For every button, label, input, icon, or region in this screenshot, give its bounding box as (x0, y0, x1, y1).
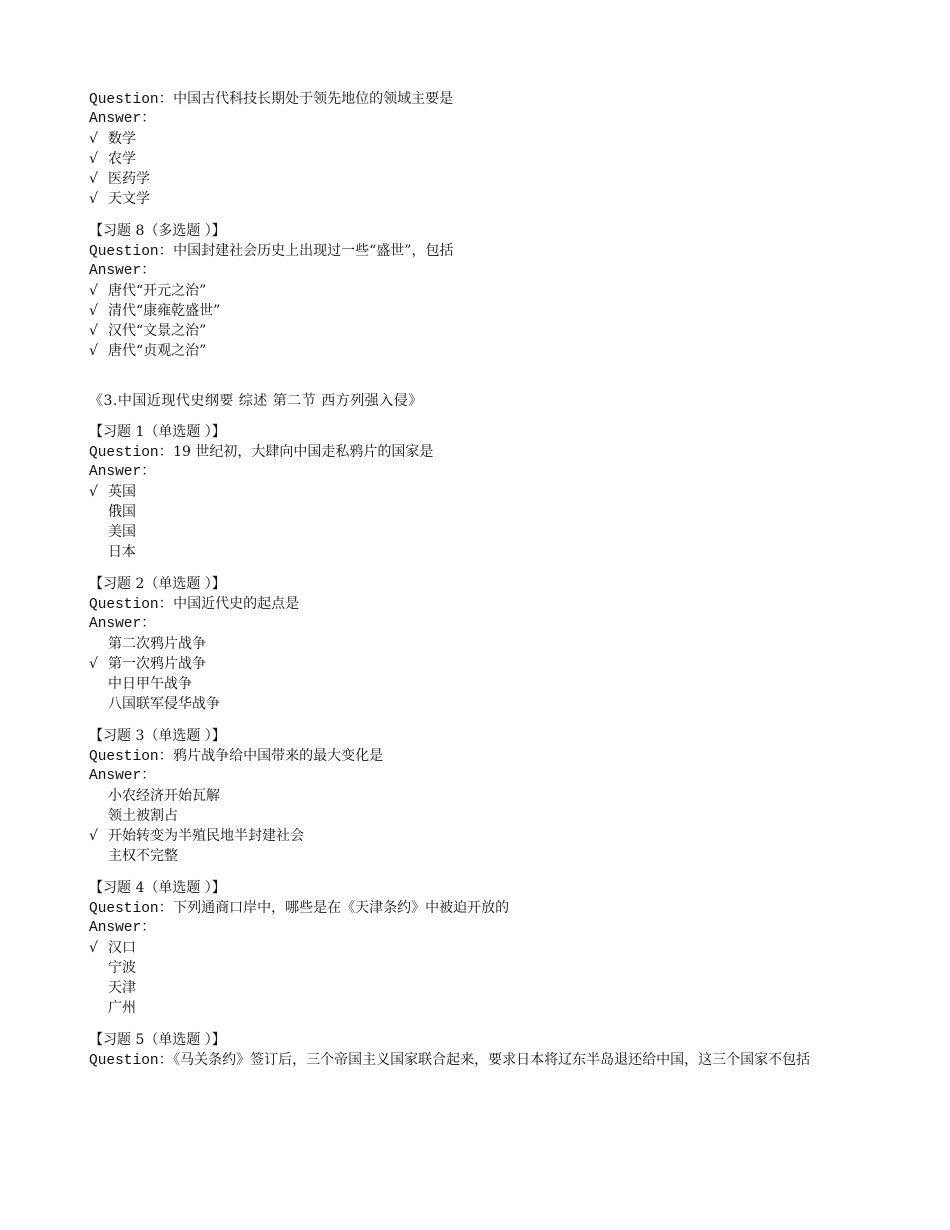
check-mark-icon: √ (89, 171, 98, 187)
option (89, 958, 879, 978)
question-line (89, 241, 879, 261)
spacer (89, 1018, 879, 1030)
question-label: Question： (89, 445, 174, 461)
option-indent (89, 634, 108, 654)
option-correct (89, 482, 879, 502)
option-text: 俄国 (108, 504, 136, 520)
option-text: 清代“康雍乾盛世” (108, 303, 221, 319)
question-line (89, 746, 879, 766)
check-mark-icon: √ (89, 656, 98, 672)
question-label: Question： (89, 597, 174, 613)
option-correct (89, 341, 879, 361)
option-correct (89, 301, 879, 321)
option-text: 广州 (108, 1000, 136, 1016)
spacer (89, 866, 879, 878)
option-correct (89, 281, 879, 301)
check-mark-icon: √ (89, 131, 98, 147)
option-text: 领土被割占 (108, 808, 178, 824)
option-text: 宁波 (108, 960, 136, 976)
question-label: Question： (89, 749, 174, 765)
option-indent (89, 958, 108, 978)
option-indent (89, 998, 108, 1018)
section-title: 《3.中国近现代史纲要 综述 第二节 西方列强入侵》 (89, 393, 423, 409)
question-label: Question： (89, 244, 174, 260)
option-text: 中日甲午战争 (108, 676, 192, 692)
option-text: 八国联军侵华战争 (108, 696, 220, 712)
option (89, 806, 879, 826)
option-text: 天文学 (108, 191, 150, 207)
option-text: 唐代“贞观之治” (108, 343, 207, 359)
question-text: 中国近代史的起点是 (173, 596, 300, 612)
document-body (89, 89, 879, 1071)
question-line (89, 89, 879, 109)
spacer (89, 714, 879, 726)
question-text: 中国封建社会历史上出现过一些“盛世”，包括 (173, 243, 454, 259)
option-text: 日本 (108, 544, 136, 560)
check-mark-icon: √ (89, 151, 98, 167)
option-correct (89, 654, 879, 674)
question-line (89, 1050, 879, 1071)
exercise-header: 【习题 3（单选题 ）】 (89, 728, 226, 744)
question-line (89, 594, 879, 614)
option-indent (89, 806, 108, 826)
option (89, 998, 879, 1018)
spacer (89, 562, 879, 574)
answer-label: Answer： (89, 464, 156, 480)
option-text: 数学 (108, 131, 136, 147)
option-indent (89, 542, 108, 562)
option (89, 502, 879, 522)
check-mark-icon: √ (89, 283, 98, 299)
option-correct (89, 938, 879, 958)
option-text: 第一次鸦片战争 (108, 656, 206, 672)
option-correct (89, 129, 879, 149)
answer-label: Answer： (89, 263, 156, 279)
question-text: 《马关条约》签订后，三个帝国主义国家联合起来，要求日本将辽东半岛退还给中国，这三个国家不包括 (173, 1052, 811, 1068)
question-label: Question： (89, 1053, 174, 1069)
option-correct (89, 169, 879, 189)
exercise-header: 【习题 1（单选题 ）】 (89, 424, 226, 440)
question-label: Question： (89, 92, 174, 108)
check-mark-icon: √ (89, 323, 98, 339)
answer-label: Answer： (89, 616, 156, 632)
exercise-header: 【习题 5（单选题 ）】 (89, 1032, 226, 1048)
option (89, 846, 879, 866)
exercise-header: 【习题 4（单选题 ）】 (89, 880, 226, 896)
question-text: 中国古代科技长期处于领先地位的领域主要是 (173, 91, 454, 107)
option-text: 开始转变为半殖民地半封建社会 (108, 828, 304, 844)
answer-label: Answer： (89, 920, 156, 936)
option (89, 634, 879, 654)
question-line (89, 442, 879, 462)
option-indent (89, 786, 108, 806)
question-label: Question： (89, 901, 174, 917)
option-text: 农学 (108, 151, 136, 167)
option (89, 694, 879, 714)
option-correct (89, 149, 879, 169)
question-text: 下列通商口岸中，哪些是在《天津条约》中被迫开放的 (173, 900, 510, 916)
check-mark-icon: √ (89, 191, 98, 207)
option-text: 汉代“文景之治” (108, 323, 207, 339)
question-text: 19 世纪初，大肆向中国走私鸦片的国家是 (173, 444, 434, 460)
spacer (89, 209, 879, 221)
check-mark-icon: √ (89, 303, 98, 319)
option-indent (89, 978, 108, 998)
question-text: 鸦片战争给中国带来的最大变化是 (173, 748, 384, 764)
check-mark-icon: √ (89, 828, 98, 844)
question-line (89, 898, 879, 918)
option-text: 汉口 (108, 940, 136, 956)
option (89, 674, 879, 694)
option-indent (89, 502, 108, 522)
option-indent (89, 522, 108, 542)
option-text: 天津 (108, 980, 136, 996)
spacer (89, 411, 879, 422)
option-correct (89, 189, 879, 209)
option-text: 美国 (108, 524, 136, 540)
answer-label: Answer： (89, 768, 156, 784)
check-mark-icon: √ (89, 484, 98, 500)
answer-label: Answer： (89, 111, 156, 127)
option-text: 主权不完整 (108, 848, 178, 864)
check-mark-icon: √ (89, 343, 98, 359)
option (89, 978, 879, 998)
option-text: 小农经济开始瓦解 (108, 788, 220, 804)
option-text: 唐代“开元之治” (108, 283, 207, 299)
option-indent (89, 674, 108, 694)
option (89, 542, 879, 562)
option (89, 786, 879, 806)
spacer (89, 361, 879, 391)
option-correct (89, 321, 879, 341)
option-indent (89, 694, 108, 714)
exercise-header: 【习题 2（单选题 ）】 (89, 576, 226, 592)
option-text: 英国 (108, 484, 136, 500)
exercise-header: 【习题 8（多选题 ）】 (89, 223, 226, 239)
option-correct (89, 826, 879, 846)
check-mark-icon: √ (89, 940, 98, 956)
option-text: 医药学 (108, 171, 150, 187)
option-indent (89, 846, 108, 866)
option (89, 522, 879, 542)
option-text: 第二次鸦片战争 (108, 636, 206, 652)
